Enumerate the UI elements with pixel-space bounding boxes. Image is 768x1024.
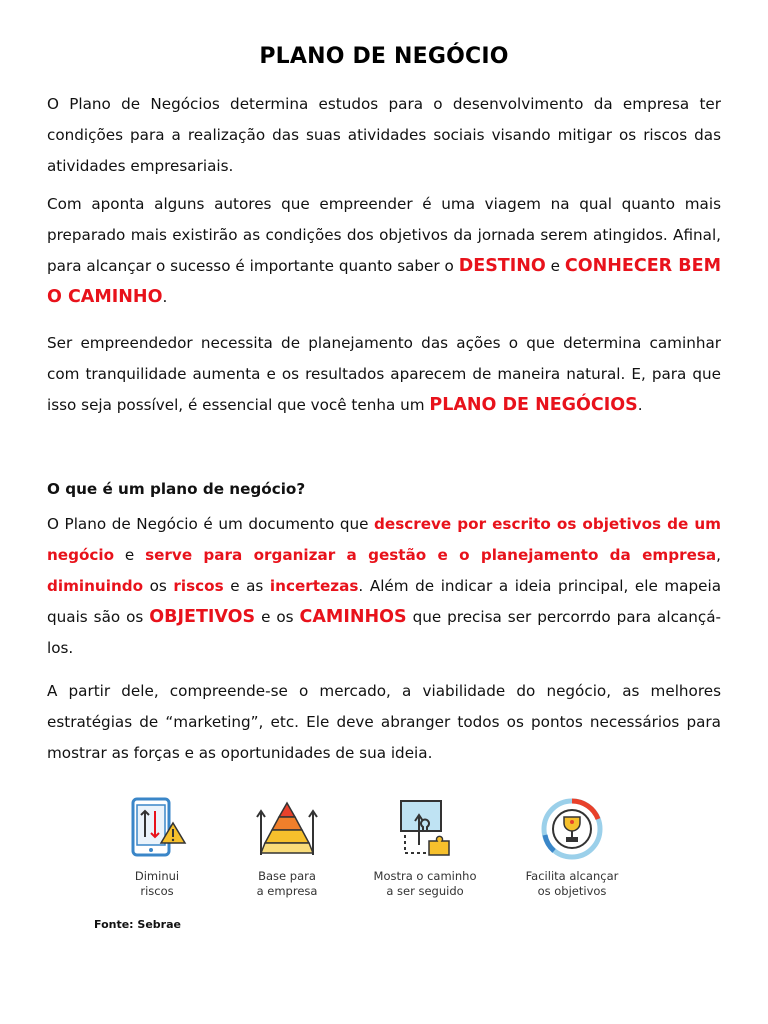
figure-item-base-empresa bbox=[222, 797, 352, 899]
figure-label: Mostra o caminho a ser seguido bbox=[373, 869, 477, 898]
figure-source: Fonte: Sebrae bbox=[94, 918, 181, 931]
highlight-plano-de-negocios: PLANO DE NEGÓCIOS bbox=[429, 395, 638, 415]
page-title: PLANO DE NEGÓCIO bbox=[259, 44, 509, 69]
highlight-descreve: descreve por escrito os objetivos de um negócio bbox=[47, 515, 721, 564]
figure-item-facilita-objetivos bbox=[507, 797, 637, 899]
highlight-caminhos: CAMINHOS bbox=[299, 607, 407, 627]
paragraph-journey: Com aponta alguns autores que empreender é uma viagem na qual quanto mais preparado mais existirão as condições dos objetivos da jornada serem atingidos. Afinal, para alcançar o sucesso é importante quanto saber o DESTINO e CONHECER BEM O CAMINHO. bbox=[47, 195, 722, 307]
pyramid-icon bbox=[255, 797, 319, 861]
section-subtitle: O que é um plano de negócio? bbox=[47, 480, 306, 498]
paragraph-definition: O Plano de Negócio é um documento que descreve por escrito os objetivos de um negócio e serve para organizar a gestão e o planejamento da empresa, diminuindo os riscos e as incertezas. Além de indicar a ideia principal, ele mapeia quais são os OBJETIVOS e os CAMINHOS que precisa ser percorrdo para alcançá-los. bbox=[47, 515, 722, 657]
highlight-incertezas: incertezas bbox=[269, 577, 359, 595]
figure-item-mostra-caminho bbox=[360, 797, 490, 899]
paragraph-scope: A partir dele, compreende-se o mercado, a viabilidade do negócio, as melhores estratégias de “marketing”, etc. Ele deve abranger todos os pontos necessários para mostrar as forças e as oportunidades de sua ideia. bbox=[47, 682, 721, 762]
figure-item-diminui-riscos bbox=[92, 797, 222, 899]
benefits-figure bbox=[92, 797, 652, 907]
highlight-riscos: riscos bbox=[173, 577, 224, 595]
paragraph-planning: Ser empreendedor necessita de planejamento das ações o que determina caminhar com tranquilidade aumenta e os resultados aparecem de maneira natural. E, para que isso seja possível, é essencial que você tenha um PLANO DE NEGÓCIOS. bbox=[47, 334, 721, 415]
figure-label: Facilita alcançar os objetivos bbox=[525, 869, 619, 898]
highlight-destino: DESTINO bbox=[458, 256, 546, 276]
trophy-target-icon bbox=[540, 797, 604, 861]
puzzle-path-icon bbox=[393, 797, 457, 861]
figure-label: Base para a empresa bbox=[256, 869, 318, 898]
tablet-risk-icon bbox=[127, 797, 187, 861]
figure-label: Diminui riscos bbox=[134, 869, 180, 898]
highlight-organizar: serve para organizar a gestão e o planejamento da empresa bbox=[145, 546, 717, 564]
highlight-diminuindo: diminuindo bbox=[47, 577, 144, 595]
highlight-objetivos: OBJETIVOS bbox=[149, 607, 256, 627]
paragraph-intro: O Plano de Negócios determina estudos para o desenvolvimento da empresa ter condições para a realização das suas atividades sociais visando mitigar os riscos das atividades empresariais. bbox=[47, 95, 721, 175]
highlight-conhecer-caminho: CONHECER BEM O CAMINHO bbox=[47, 256, 722, 307]
